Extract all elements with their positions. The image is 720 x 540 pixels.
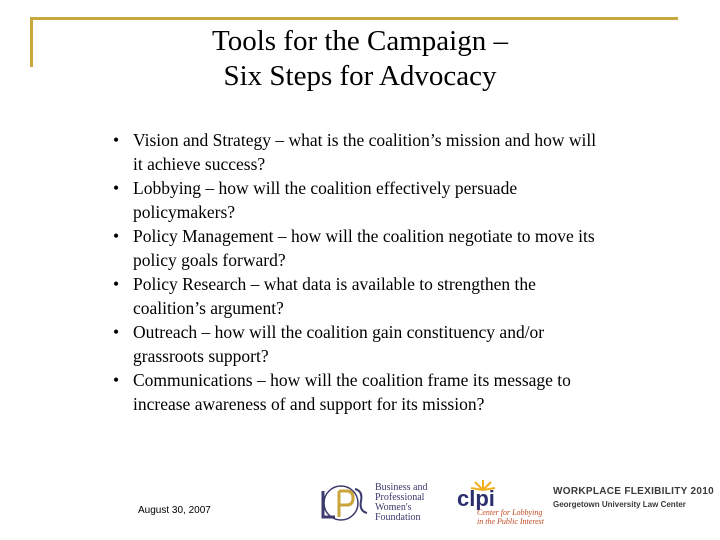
title-line-1: Tools for the Campaign –	[212, 25, 508, 57]
bullet-item	[113, 176, 693, 224]
bpw-line: Foundation	[375, 512, 421, 523]
clpi-sun-icon	[455, 478, 555, 510]
bullet-dot: •	[113, 226, 120, 246]
top-accent-line	[30, 17, 678, 20]
bullet-text: Communications – how will the coalition frame its message to	[133, 370, 571, 390]
bullet-dot: •	[113, 130, 120, 150]
bpw-emblem-icon	[315, 483, 373, 525]
bpw-line: Business and	[375, 482, 428, 493]
title-line-2: Six Steps for Advocacy	[223, 60, 497, 92]
bullet-item	[113, 128, 693, 176]
clpi-sub-line: Center for Lobbying	[477, 508, 543, 517]
bullet-item	[113, 272, 693, 320]
bullet-text: Policy Research – what data is available to strengthen the	[133, 274, 536, 294]
bullet-text-cont: policy goals forward?	[133, 250, 286, 270]
clpi-sub-line: in the Public Interest	[477, 517, 545, 526]
bullet-text: Policy Management – how will the coalition negotiate to move its	[133, 226, 595, 246]
bullet-text-cont: coalition’s argument?	[133, 298, 284, 318]
bullet-dot: •	[113, 322, 120, 342]
bullet-text-cont: policymakers?	[133, 202, 236, 222]
bpw-line: Women's	[375, 502, 412, 513]
bpw-line: Professional	[375, 492, 425, 503]
slide-title	[0, 24, 720, 94]
bullet-text-cont: increase awareness of and support for its mission?	[133, 394, 485, 414]
workplace-flexibility-logo	[553, 486, 714, 514]
bullet-text: Outreach – how will the coalition gain constituency and/or	[133, 322, 545, 342]
bullet-item	[113, 320, 693, 368]
bullet-item	[113, 368, 693, 416]
slide-date: August 30, 2007	[138, 505, 211, 516]
bullet-dot: •	[113, 274, 120, 294]
bpw-foundation-text	[375, 483, 428, 523]
bullet-item	[113, 224, 693, 272]
bullet-dot: •	[113, 370, 120, 390]
clpi-subtitle	[477, 508, 544, 526]
bullet-text-cont: grassroots support?	[133, 346, 269, 366]
workplace-flexibility-title: WORKPLACE FLEXIBILITY 2010	[553, 486, 714, 497]
bullet-list	[113, 128, 693, 416]
workplace-flexibility-subtitle: Georgetown University Law Center	[553, 500, 686, 509]
clpi-wordmark: clpi	[457, 486, 495, 510]
bullet-text: Lobbying – how will the coalition effectively persuade	[133, 178, 518, 198]
bullet-text-cont: it achieve success?	[133, 154, 266, 174]
clpi-logo	[455, 478, 555, 528]
bullet-dot: •	[113, 178, 120, 198]
bpw-foundation-logo	[315, 483, 440, 525]
bullet-text: Vision and Strategy – what is the coalition’s mission and how will	[133, 130, 597, 150]
